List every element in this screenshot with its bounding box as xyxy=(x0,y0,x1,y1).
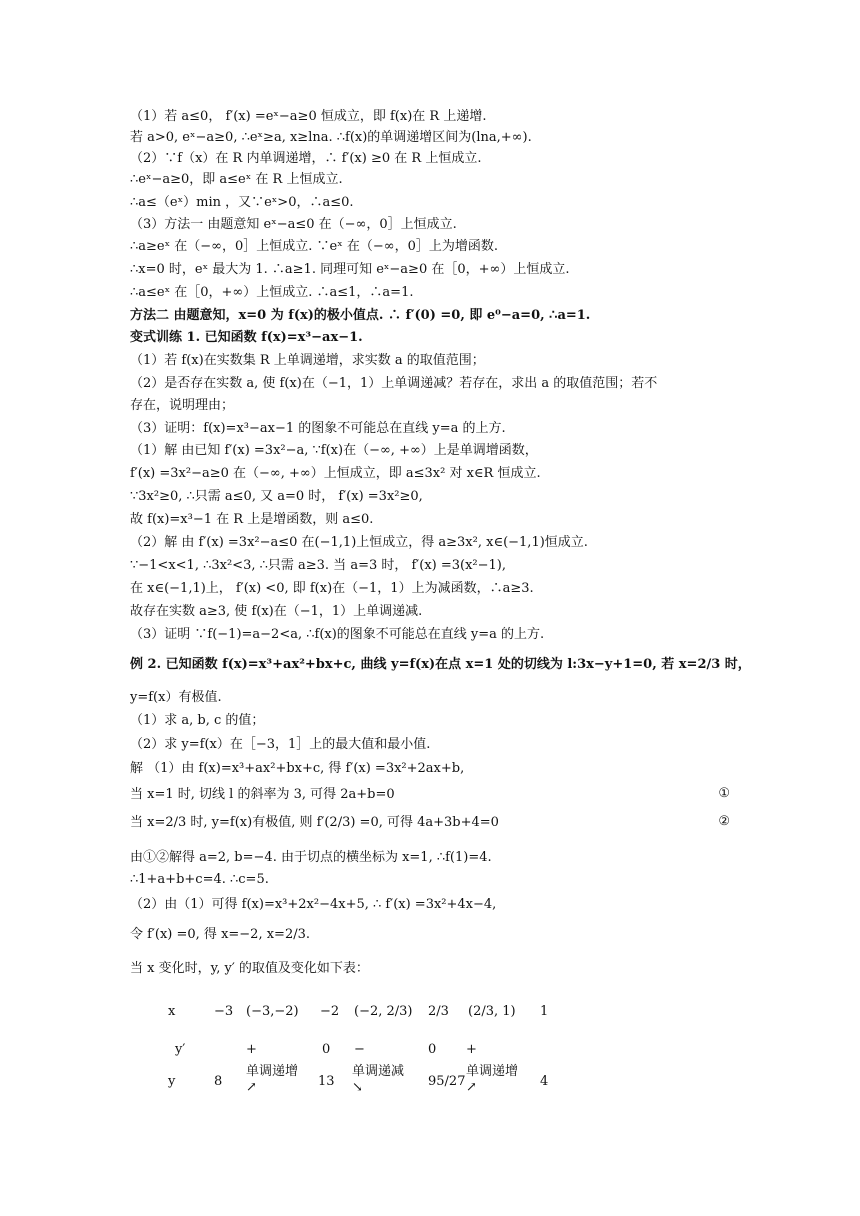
table-cell: 13 xyxy=(318,1074,335,1089)
text-line: （2）求 y=f(x）在［−3，1］上的最大值和最小值. xyxy=(130,737,431,752)
table-cell: 95/27 xyxy=(428,1074,466,1089)
text-line: ∴eˣ−a≥0，即 a≤eˣ 在 R 上恒成立. xyxy=(130,172,343,187)
equation-marker: ① xyxy=(718,786,730,801)
text-line: 解 （1）由 f(x)=x³+ax²+bx+c, 得 f′(x) =3x²+2ax+b, xyxy=(130,761,465,776)
text-line: ∵3x²≥0, ∴只需 a≤0, 又 a=0 时， f′(x) =3x²≥0, xyxy=(130,489,423,504)
table-cell: (2/3, 1) xyxy=(468,1004,516,1019)
text-line: ∴a≤eˣ 在［0，+∞）上恒成立. ∴a≤1，∴a=1. xyxy=(130,285,414,300)
table-cell: −2 xyxy=(320,1004,340,1019)
table-cell: 1 xyxy=(540,1004,549,1019)
text-line: 例 2. 已知函数 f(x)=x³+ax²+bx+c, 曲线 y=f(x)在点 x=1 处的切线为 l:3x−y+1=0, 若 x=2/3 时， xyxy=(130,657,751,672)
text-line: 当 x 变化时，y, y′ 的取值及变化如下表： xyxy=(130,961,369,976)
table-cell: (−3,−2) xyxy=(246,1004,299,1019)
table-cell: 单调递增 ↗ xyxy=(246,1064,299,1095)
table-cell: 单调递增 ↗ xyxy=(466,1064,519,1095)
text-line: （2）解 由 f′(x) =3x²−a≤0 在(−1,1)上恒成立，得 a≥3x², x∈(−1,1)恒成立. xyxy=(130,535,588,550)
table-cell: x xyxy=(168,1004,176,1019)
text-line: （1）解 由已知 f′(x) =3x²−a, ∵f(x)在（−∞, +∞）上是单调增函数， xyxy=(130,443,538,458)
text-line: （1）若 f(x)在实数集 R 上单调递增，求实数 a 的取值范围； xyxy=(130,353,485,368)
table-cell: − xyxy=(354,1042,365,1057)
table-cell: + xyxy=(466,1042,477,1057)
table-cell: 8 xyxy=(214,1074,223,1089)
text-line: ∴x=0 时，eˣ 最大为 1. ∴a≥1. 同理可知 eˣ−a≥0 在［0，+∞）上恒成立. xyxy=(130,262,570,277)
text-line: ∴a≤（eˣ）min ，又∵eˣ>0，∴a≤0. xyxy=(130,195,354,210)
text-line: （1）求 a, b, c 的值； xyxy=(130,713,265,728)
text-line: 令 f′(x) =0, 得 x=−2, x=2/3. xyxy=(130,927,310,942)
table-cell: y xyxy=(168,1074,176,1089)
text-line: 方法二 由题意知，x=0 为 f(x)的极小值点. ∴ f′(0) =0, 即 e⁰−a=0, ∴a=1. xyxy=(130,308,591,323)
text-line: 由①②解得 a=2, b=−4. 由于切点的横坐标为 x=1, ∴f(1)=4. xyxy=(130,850,492,865)
table-cell: −3 xyxy=(214,1004,234,1019)
table-cell: y′ xyxy=(175,1042,186,1057)
table-cell: 0 xyxy=(428,1042,437,1057)
text-line: ∴a≥eˣ 在（−∞，0］上恒成立. ∵eˣ 在（−∞，0］上为增函数. xyxy=(130,239,498,254)
table-cell: (−2, 2/3) xyxy=(354,1004,413,1019)
text-line: 故 f(x)=x³−1 在 R 上是增函数，则 a≤0. xyxy=(130,512,374,527)
text-line: y=f(x）有极值. xyxy=(130,690,222,705)
equation-marker: ② xyxy=(718,814,730,829)
table-cell: 0 xyxy=(322,1042,331,1057)
table-cell: 单调递减 ↘ xyxy=(352,1064,405,1095)
text-line: （2）是否存在实数 a, 使 f(x)在（−1，1）上单调递减？若存在，求出 a 的取值范围；若不 xyxy=(130,376,658,391)
text-line: 存在，说明理由； xyxy=(130,398,235,413)
text-line: 若 a>0, eˣ−a≥0, ∴eˣ≥a, x≥lna. ∴f(x)的单调递增区间为(lna,+∞). xyxy=(130,130,532,145)
text-line: （2）由（1）可得 f(x)=x³+2x²−4x+5, ∴ f′(x) =3x²+4x−4, xyxy=(130,897,497,912)
table-cell: + xyxy=(246,1042,257,1057)
text-line: 当 x=1 时, 切线 l 的斜率为 3, 可得 2a+b=0 xyxy=(130,787,395,802)
table-cell: 2/3 xyxy=(428,1004,449,1019)
text-line: 故存在实数 a≥3, 使 f(x)在（−1，1）上单调递减. xyxy=(130,604,423,619)
text-line: ∵−1<x<1, ∴3x²<3, ∴只需 a≥3. 当 a=3 时， f′(x) =3(x²−1), xyxy=(130,558,507,573)
text-line: （3）证明 ∵f(−1)=a−2<a, ∴f(x)的图象不可能总在直线 y=a 的上方. xyxy=(130,627,545,642)
text-line: （3）方法一 由题意知 eˣ−a≤0 在（−∞，0］上恒成立. xyxy=(130,217,457,232)
text-line: （2）∵f（x）在 R 内单调递增，∴ f′(x) ≥0 在 R 上恒成立. xyxy=(130,151,482,166)
text-line: f′(x) =3x²−a≥0 在（−∞, +∞）上恒成立，即 a≤3x² 对 x∈R 恒成立. xyxy=(130,466,541,481)
text-line: （3）证明：f(x)=x³−ax−1 的图象不可能总在直线 y=a 的上方. xyxy=(130,421,506,436)
table-cell: 4 xyxy=(540,1074,549,1089)
text-line: 在 x∈(−1,1)上， f′(x) <0, 即 f(x)在（−1，1）上为减函数，∴a≥3. xyxy=(130,581,534,596)
text-line: （1）若 a≤0， f′(x) =eˣ−a≥0 恒成立，即 f(x)在 R 上递增. xyxy=(130,109,487,124)
text-line: 变式训练 1. 已知函数 f(x)=x³−ax−1. xyxy=(130,330,363,345)
text-line: ∴1+a+b+c=4. ∴c=5. xyxy=(130,872,269,887)
text-line: 当 x=2/3 时, y=f(x)有极值, 则 f′(2/3) =0, 可得 4a+3b+4=0 xyxy=(130,815,499,830)
